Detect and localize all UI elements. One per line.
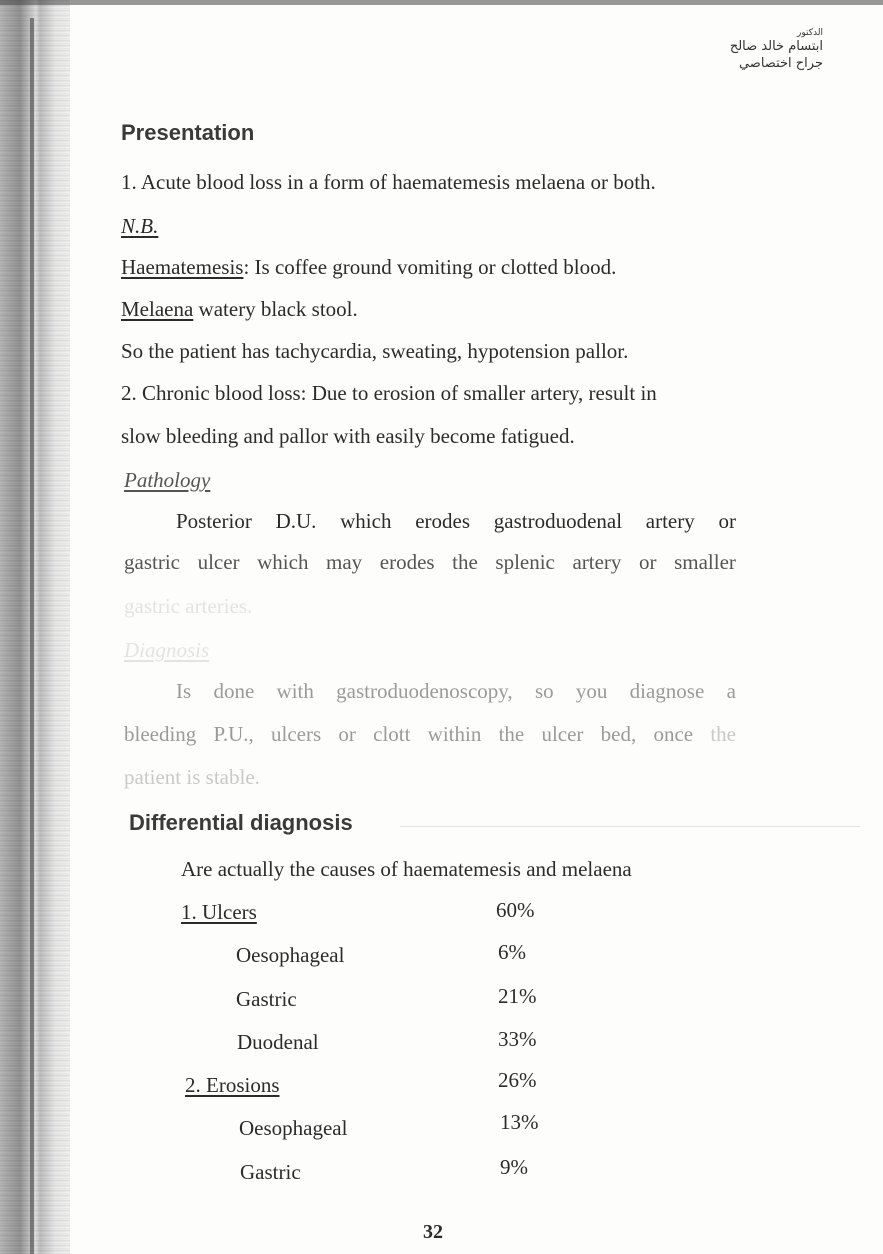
pathology-heading [124, 468, 210, 493]
word: gastroduodenoscopy, [336, 679, 513, 703]
nb-label [121, 214, 158, 239]
word: D.U. [275, 509, 317, 533]
page-number: 32 [423, 1221, 443, 1243]
table-value: 6% [498, 940, 526, 964]
word: the [498, 722, 525, 746]
word: artery [645, 509, 695, 533]
pathology-heading-text: Pathology [124, 468, 211, 492]
word: Is [176, 679, 192, 703]
word: erodes [379, 550, 435, 574]
point-text: Acute blood loss in a form of haematemesis melaena or both. [140, 170, 656, 194]
table-value: 9% [500, 1155, 528, 1179]
differential-intro: Are actually the causes of haematemesis and melaena [181, 857, 632, 881]
presentation-point-2-cont: slow bleeding and pallor with easily become fatigued. [121, 424, 575, 448]
word: erodes [415, 509, 471, 533]
table-value: 26% [498, 1068, 537, 1092]
stamp-role: جراح اختصاصي [738, 55, 823, 71]
word: within [427, 722, 482, 746]
word: ulcers [271, 722, 322, 746]
stamp-name: ابتسام خالد صالح [729, 39, 823, 55]
word: the [452, 550, 478, 574]
table-row: Oesophageal [239, 1116, 348, 1140]
pathology-line-2 [124, 550, 736, 575]
haematemesis-term: Haematemesis [121, 255, 244, 279]
cause-label: 1. Ulcers [181, 900, 257, 924]
word: clott [373, 722, 411, 746]
word: gastroduodenal [493, 509, 623, 533]
word: splenic [495, 550, 555, 574]
diagnosis-heading-text: Diagnosis [124, 638, 210, 662]
word: or [338, 722, 356, 746]
scan-faint-rule [400, 826, 860, 827]
scan-top-edge [0, 0, 883, 5]
word: smaller [674, 550, 736, 574]
melaena-text: watery black stool. [193, 297, 358, 321]
word: once [653, 722, 694, 746]
point-text: Chronic blood loss: Due to erosion of smaller artery, result in [142, 381, 657, 405]
presentation-heading: Presentation [121, 120, 255, 145]
table-value: 33% [498, 1027, 537, 1051]
table-row: Oesophageal [236, 943, 345, 967]
word: bed, [600, 722, 637, 746]
diagnosis-line-3: patient is stable. [124, 765, 260, 789]
word: which [257, 550, 309, 574]
diagnosis-line-1 [124, 679, 736, 704]
word: done [213, 679, 255, 703]
word: the [710, 722, 736, 746]
scan-binding-edge [0, 0, 70, 1254]
word: or [639, 550, 657, 574]
word: Posterior [176, 509, 252, 533]
word: ulcer [197, 550, 240, 574]
presentation-point-2 [121, 381, 657, 406]
word: may [326, 550, 363, 574]
diagnosis-heading [124, 638, 209, 663]
table-row: Duodenal [237, 1030, 319, 1054]
table-value: 13% [500, 1110, 539, 1134]
word: so [534, 679, 554, 703]
table-value: 21% [498, 984, 537, 1008]
presentation-point-1 [121, 170, 656, 195]
binding-shadow-line [30, 18, 34, 1254]
table-row [181, 900, 257, 925]
table-row [185, 1073, 280, 1098]
word: P.U., [213, 722, 254, 746]
point-number: 2. [121, 381, 137, 405]
table-row: Gastric [236, 987, 297, 1011]
doctor-stamp [683, 28, 823, 72]
word: or [718, 509, 736, 533]
word: gastric [124, 550, 180, 574]
word: a [726, 679, 736, 703]
cause-label: 2. Erosions [185, 1073, 280, 1097]
word: bleeding [124, 722, 197, 746]
stamp-title: الدكتور [797, 28, 823, 38]
word: you [575, 679, 608, 703]
nb-text: N.B. [121, 214, 159, 238]
haematemesis-text: : Is coffee ground vomiting or clotted blood. [243, 255, 617, 279]
table-row: Gastric [240, 1160, 301, 1184]
symptoms-line: So the patient has tachycardia, sweating, hypotension pallor. [121, 339, 629, 363]
point-number: 1. [121, 170, 137, 194]
word: which [340, 509, 392, 533]
differential-heading: Differential diagnosis [129, 810, 353, 835]
haematemesis-definition [121, 255, 616, 280]
word: with [276, 679, 314, 703]
pathology-line-3: gastric arteries. [124, 594, 253, 618]
word: ulcer [541, 722, 584, 746]
melaena-definition [121, 297, 358, 322]
melaena-term: Melaena [121, 297, 194, 321]
word: diagnose [629, 679, 705, 703]
pathology-line-1 [124, 509, 736, 534]
table-value: 60% [496, 898, 535, 922]
word: artery [572, 550, 622, 574]
diagnosis-line-2 [124, 722, 736, 747]
